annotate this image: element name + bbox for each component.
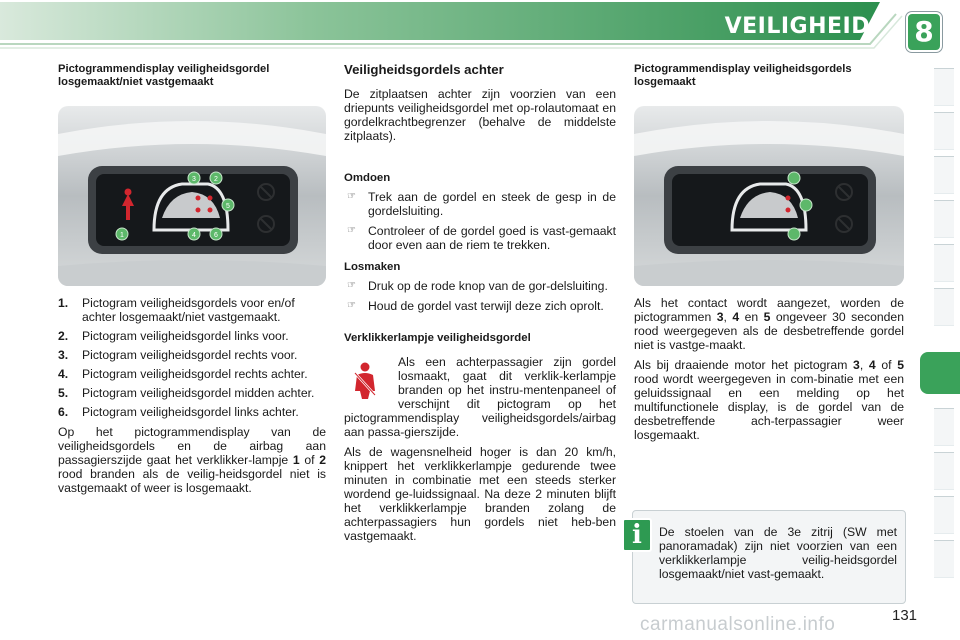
chapter-side-tabs: [928, 68, 960, 588]
left-paragraph: Op het pictogrammendisplay van de veiligheidsgordels en de airbag aan passagierszijde gaat het verklikker-lampje 1 of 2 rood branden als de veilig-heidsgordel niet is vastgemaakt of weer is losgemaakt.: [58, 425, 326, 495]
watermark: carmanualsonline.info: [640, 614, 836, 635]
side-tab[interactable]: [934, 496, 954, 534]
photo-label-1: 1: [120, 232, 124, 239]
photo-label-5: 5: [226, 203, 230, 210]
list-item: 1. Pictogram veiligheidsgordels voor en/of achter losgemaakt/niet vastgemaakt.: [58, 296, 295, 324]
side-tab[interactable]: [934, 200, 954, 238]
arrow-bullet-icon: ☞: [347, 225, 356, 236]
info-note-box: [632, 510, 906, 604]
chapter-number-badge: 8: [906, 12, 942, 52]
photo-label-3: 3: [192, 176, 196, 183]
photo-label-2: 2: [214, 176, 218, 183]
warning-lamp-text: Als een achterpassagier zijn gordel losmaakt, gaat dit verklik-kerlampje branden op het instru-mentenpaneel of verschijnt dit pictogram op het pictogrammendisplay veiligheidsgordels/airbag aan passa-gierszijde.: [344, 355, 616, 439]
side-tab-active[interactable]: [920, 352, 960, 394]
info-note-text: De stoelen van de 3e zitrij (SW met panoramadak) zijn niet voorzien van een verklikkerlampje veilig-heidsgordel losgemaakt/niet vast-gemaakt.: [659, 525, 897, 581]
arrow-bullet-icon: ☞: [347, 300, 356, 311]
right-paragraph-1: Als het contact wordt aangezet, worden de pictogrammen 3, 4 en 5 ongeveer 30 seconden rood weergegeven als de desbetreffende gordel niet is vastge-maakt.: [634, 296, 904, 352]
right-paragraph-2: Als bij draaiende motor het pictogram 3, 4 of 5 rood wordt weergegeven in com-binatie met een geluidssignaal en een melding op het multifunctionele display, is de gordel van de desbetreffende ach-terpassagier weer losgemaakt.: [634, 358, 904, 442]
side-tab[interactable]: [934, 156, 954, 194]
arrow-bullet-icon: ☞: [347, 191, 356, 202]
right-heading: Pictogrammendisplay veiligheidsgordels losgemaakt: [634, 63, 852, 88]
side-tab[interactable]: [934, 68, 954, 106]
right-column: [634, 63, 904, 89]
rear-belts-intro: De zitplaatsen achter zijn voorzien van een driepunts veiligheidsgordel met op-rolautomaat en gordelkrachtbegrenzer (behalve de middelste zitplaats).: [344, 87, 616, 143]
seatbelt-display-rear-photo: [634, 106, 904, 286]
list-item: 3. Pictogram veiligheidsgordel rechts voor.: [58, 348, 298, 362]
warning-lamp-heading: Verklikkerlampje veiligheidsgordel: [344, 332, 531, 344]
losmaken-step: ☞ Druk op de rode knop van de gor-delsluiting.: [347, 279, 608, 293]
list-item: 2. Pictogram veiligheidsgordel links voor.: [58, 329, 289, 343]
losmaken-step: ☞ Houd de gordel vast terwijl deze zich oprolt.: [347, 299, 604, 313]
info-icon: i: [622, 518, 652, 552]
arrow-bullet-icon: ☞: [347, 280, 356, 291]
side-tab[interactable]: [934, 112, 954, 150]
omdoen-heading: Omdoen: [344, 172, 391, 184]
left-list-block: [58, 296, 326, 495]
omdoen-step: ☞ Controleer of de gordel goed is vast-gemaakt door even aan de riem te trekken.: [347, 224, 616, 252]
right-text-block: [634, 296, 904, 442]
list-item: 5. Pictogram veiligheidsgordel midden achter.: [58, 386, 315, 400]
page-title: VEILIGHEID: [724, 14, 870, 39]
list-item: 6. Pictogram veiligheidsgordel links achter.: [58, 405, 299, 419]
section-title-rear-belts: Veiligheidsgordels achter: [344, 62, 504, 77]
side-tab[interactable]: [934, 288, 954, 326]
warning-lamp-text-2: Als de wagensnelheid hoger is dan 20 km/h, knippert het verklikkerlampje gedurende twee minuten in combinatie met een steeds sterker wordend ge-luidssignaal. Na deze 2 minuten blijft het verklikkerlampje branden zolang de achterpassagiers hun gordels niet heb-ben vastgemaakt.: [344, 445, 616, 543]
photo-label-6: 6: [214, 232, 218, 239]
side-tab[interactable]: [934, 408, 954, 446]
seatbelt-display-photo: [58, 106, 326, 286]
pictogram-list: [58, 296, 326, 419]
list-item: 4. Pictogram veiligheidsgordel rechts achter.: [58, 367, 308, 381]
photo-label-4: 4: [192, 232, 196, 239]
side-tab[interactable]: [934, 540, 954, 578]
side-tab[interactable]: [934, 452, 954, 490]
page-number: 131: [892, 607, 918, 624]
losmaken-heading: Losmaken: [344, 261, 401, 273]
omdoen-step: ☞ Trek aan de gordel en steek de gesp in de gordelsluiting.: [347, 190, 616, 218]
middle-column: [344, 63, 616, 543]
left-heading: Pictogrammendisplay veiligheidsgordel losgemaakt/niet vastgemaakt: [58, 63, 270, 88]
left-column: [58, 63, 326, 89]
side-tab[interactable]: [934, 244, 954, 282]
seatbelt-warning-icon: [346, 361, 384, 401]
